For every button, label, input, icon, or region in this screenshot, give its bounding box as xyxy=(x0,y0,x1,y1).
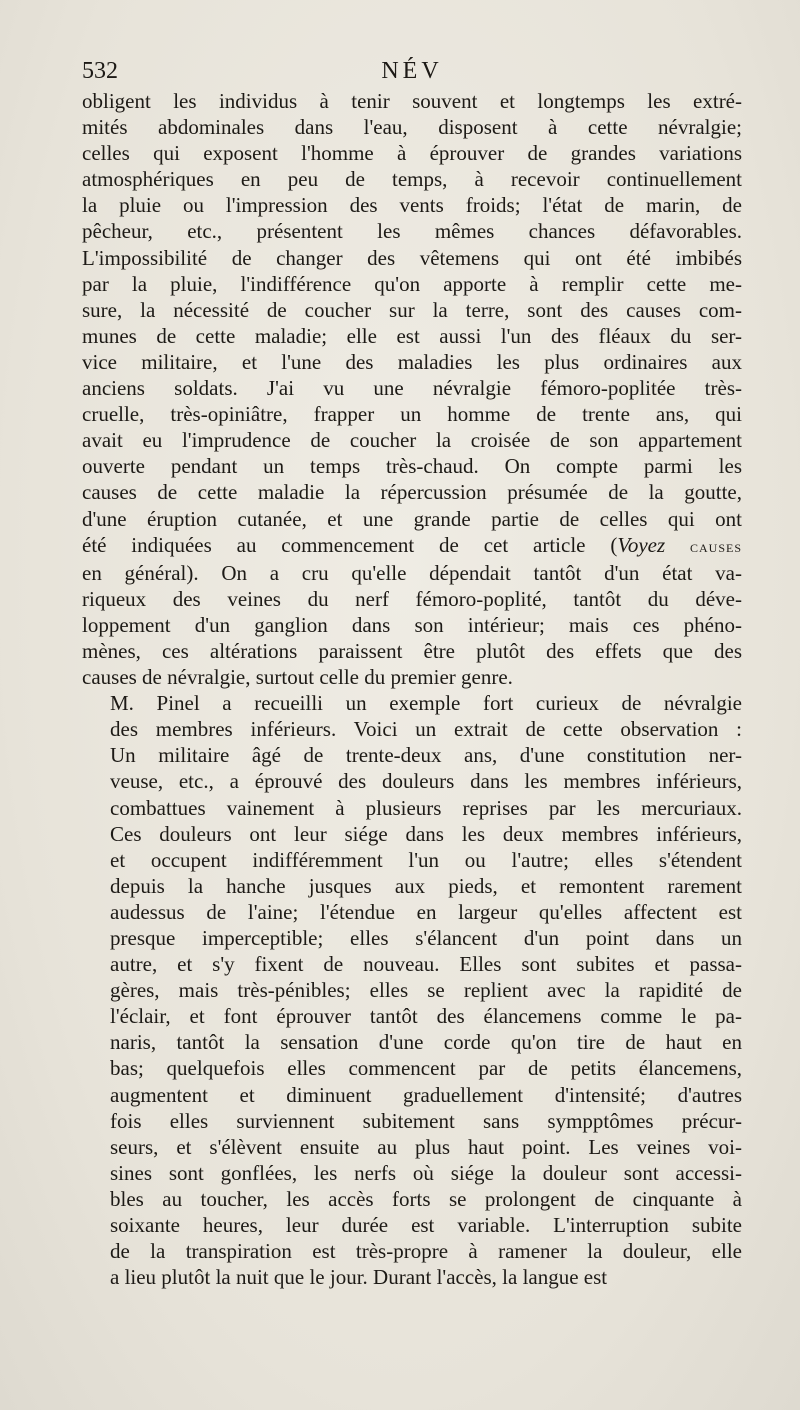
text-line: autre, et s'y fixent de nouveau. Elles sont subites et passa- xyxy=(110,952,742,977)
text-line: M. Pinel a recueilli un exemple fort curieux de névralgie xyxy=(110,691,742,716)
text-line: riqueux des veines du nerf fémoro-poplité, tantôt du déve- xyxy=(82,586,742,611)
text-line: bas; quelquefois elles commencent par de petits élancemens, xyxy=(110,1056,742,1081)
text-line: l'éclair, et font éprouver tantôt des élancemens comme le pa- xyxy=(110,1004,742,1029)
page-number: 532 xyxy=(82,58,118,84)
text-line: d'une éruption cutanée, et une grande partie de celles qui ont xyxy=(82,506,742,531)
text-line: avait eu l'imprudence de coucher la croisée de son appartement xyxy=(82,428,742,453)
text-line: mènes, ces altérations paraissent être plutôt des effets que des xyxy=(82,638,742,663)
text-line: L'impossibilité de changer des vêtemens qui ont été imbibés xyxy=(82,245,742,270)
text-line: fois elles surviennent subitement sans sympptômes précur- xyxy=(110,1108,742,1133)
text-line: bles au toucher, les accès forts se prolongent de cinquante à xyxy=(110,1186,742,1211)
running-head: NÉV xyxy=(381,58,443,84)
text-line: atmosphériques en peu de temps, à recevoir continuellement xyxy=(82,167,742,192)
text-line: naris, tantôt la sensation d'une corde qu'on tire de haut en xyxy=(110,1030,742,1055)
cross-reference-voyez: Voyez xyxy=(617,532,666,557)
text-line: celles qui exposent l'homme à éprouver de grandes variations xyxy=(82,141,742,166)
text-line: depuis la hanche jusques aux pieds, et remontent rarement xyxy=(110,873,742,898)
text-line: la pluie ou l'impression des vents froids; l'état de marin, de xyxy=(82,193,742,218)
text-line: seurs, et s'élèvent ensuite au plus haut point. Les veines voi- xyxy=(110,1134,742,1159)
text-line: munes de cette maladie; elle est aussi l'un des fléaux du ser- xyxy=(82,323,742,348)
text-line: audessus de l'aine; l'étendue en largeur qu'elles affectent est xyxy=(110,899,742,924)
text-line: de la transpiration est très-propre à ramener la douleur, elle xyxy=(110,1239,742,1264)
text-line: Ces douleurs ont leur siége dans les deux membres inférieurs, xyxy=(110,821,742,846)
text-line: en général). On a cru qu'elle dépendait tantôt d'un état va- xyxy=(82,560,742,585)
paragraph-pinel-observation xyxy=(82,690,742,1290)
text-line xyxy=(82,532,742,560)
text-line: mités abdominales dans l'eau, disposent à cette névralgie; xyxy=(82,115,742,140)
text-line: cruelle, très-opiniâtre, frapper un homme de trente ans, qui xyxy=(82,402,742,427)
text-line: pêcheur, etc., présentent les mêmes chances défavorables. xyxy=(82,219,742,244)
text-line: gères, mais très-pénibles; elles se replient avec la rapidité de xyxy=(110,978,742,1003)
text-line: ouverte pendant un temps très-chaud. On compte parmi les xyxy=(82,454,742,479)
text-line: obligent les individus à tenir souvent et longtemps les extré- xyxy=(82,89,742,113)
text-line: presque imperceptible; elles s'élancent d'un point dans un xyxy=(110,926,742,950)
cross-reference-causes: causes xyxy=(689,536,742,556)
text-line: et occupent indifféremment l'un ou l'autre; elles s'étendent xyxy=(110,847,742,872)
text-line: sure, la nécessité de coucher sur la terre, sont des causes com- xyxy=(82,297,742,322)
page-header xyxy=(82,58,742,88)
text-line: anciens soldats. J'ai vu une névralgie fémoro-poplitée très- xyxy=(82,376,742,401)
text-line: combattues vainement à plusieurs reprises par les mercuriaux. xyxy=(110,795,742,820)
text-line: vice militaire, et l'une des maladies les plus ordinaires aux xyxy=(82,349,742,374)
text-line: causes de cette maladie la répercussion présumée de la goutte, xyxy=(82,480,742,505)
text-line: loppement d'un ganglion dans son intérieur; mais ces phéno- xyxy=(82,612,742,637)
text-line: a lieu plutôt la nuit que le jour. Durant l'accès, la langue est xyxy=(110,1265,608,1290)
body-text xyxy=(82,88,742,1290)
text-line: augmentent et diminuent graduellement d'intensité; d'autres xyxy=(110,1082,742,1107)
text-line: soixante heures, leur durée est variable. L'interruption subite xyxy=(110,1213,742,1238)
text-fragment: été indiquées au commencement de cet article ( xyxy=(82,532,618,557)
text-line: des membres inférieurs. Voici un extrait de cette observation : xyxy=(110,717,742,742)
text-line: veuse, etc., a éprouvé des douleurs dans les membres inférieurs, xyxy=(110,769,742,794)
text-line: sines sont gonflées, les nerfs où siége la douleur sont accessi- xyxy=(110,1160,742,1185)
text-line: Un militaire âgé de trente-deux ans, d'une constitution ner- xyxy=(110,743,742,768)
text-line: par la pluie, l'indifférence qu'on apporte à remplir cette me- xyxy=(82,271,742,296)
paragraph-causes xyxy=(82,88,742,690)
text-line: causes de névralgie, surtout celle du premier genre. xyxy=(82,665,513,690)
